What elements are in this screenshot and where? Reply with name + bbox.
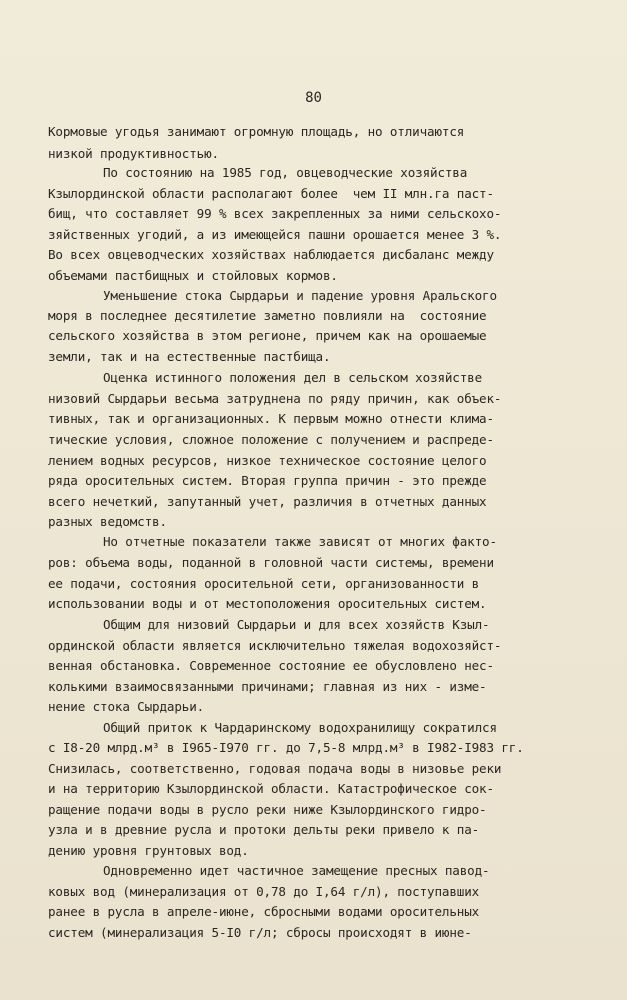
text-line: Кзылординской области располагают более чем II млн.га паст- bbox=[48, 186, 494, 201]
text-line: систем (минерализация 5-I0 г/л; сбросы происходят в июне- bbox=[48, 925, 472, 940]
text-line: ряда оросительных систем. Вторая группа причин - это прежде bbox=[48, 473, 487, 488]
text-line: Уменьшение стока Сырдарьи и падение уровня Аральского bbox=[103, 288, 497, 303]
text-line: узла и в древние русла и протоки дельты реки привело к па- bbox=[48, 822, 480, 837]
text-line: сельского хозяйства в этом регионе, причем как на орошаемые bbox=[48, 328, 487, 343]
text-line: лением водных ресурсов, низкое техническое состояние целого bbox=[48, 453, 487, 468]
text-line: моря в последнее десятилетие заметно повлияли на состояние bbox=[48, 308, 487, 323]
text-line: колькими взаимосвязанными причинами; главная из них - изме- bbox=[48, 679, 487, 694]
text-line: ращение подачи воды в русло реки ниже Кзылординского гидро- bbox=[48, 802, 487, 817]
text-line: Одновременно идет частичное замещение пресных павод- bbox=[103, 863, 490, 878]
text-line: ковых вод (минерализация от 0,78 до I,64 г/л), поступавших bbox=[48, 884, 480, 899]
text-line: всего нечеткий, запутанный учет, различия в отчетных данных bbox=[48, 494, 487, 509]
text-line: Во всех овцеводческих хозяйствах наблюдается дисбаланс между bbox=[48, 247, 494, 262]
text-line: венная обстановка. Современное состояние ее обусловлено нес- bbox=[48, 658, 494, 673]
text-line: объемами пастбищных и стойловых кормов. bbox=[48, 268, 338, 283]
text-line: Снизилась, соответственно, годовая подача воды в низовье реки bbox=[48, 761, 502, 776]
text-line: низовий Сырдарьи весьма затруднена по ряду причин, как объек- bbox=[48, 391, 502, 406]
text-line: бищ, что составляет 99 % всех закрепленных за ними сельскохо- bbox=[48, 206, 502, 221]
text-line: По состоянию на 1985 год, овцеводческие хозяйства bbox=[103, 165, 468, 180]
text-line: ординской области является исключительно тяжелая водохозяйст- bbox=[48, 638, 502, 653]
text-line: и на территорию Кзылординской области. Катастрофическое сок- bbox=[48, 781, 494, 796]
text-line: Общим для низовий Сырдарьи и для всех хозяйств Кзыл- bbox=[103, 617, 490, 632]
text-line: тивных, так и организационных. К первым можно отнести клима- bbox=[48, 411, 494, 426]
text-line: ранее в русла в апреле-июне, сбросными водами оросительных bbox=[48, 904, 480, 919]
text-line: ее подачи, состояния оросительной сети, организованности в bbox=[48, 576, 480, 591]
text-line: Кормовые угодья занимают огромную площадь, но отличаются bbox=[48, 124, 465, 139]
text-line: низкой продуктивностью. bbox=[48, 146, 219, 161]
text-line: зяйственных угодий, а из имеющейся пашни орошается менее 3 %. bbox=[48, 227, 502, 242]
text-line: нение стока Сырдарьи. bbox=[48, 699, 205, 714]
text-line: Но отчетные показатели также зависят от многих факто- bbox=[103, 534, 497, 549]
text-line: Оценка истинного положения дел в сельском хозяйстве bbox=[103, 370, 483, 385]
text-line: использовании воды и от местоположения оросительных систем. bbox=[48, 596, 487, 611]
text-line: тические условия, сложное положение с получением и распреде- bbox=[48, 432, 494, 447]
text-line: ров: объема воды, поданной в головной части системы, времени bbox=[48, 555, 494, 570]
text-line: разных ведомств. bbox=[48, 514, 167, 529]
text-line: с I8-20 млрд.м³ в I965-I970 гг. до 7,5-8 млрд.м³ в I982-I983 гг. bbox=[48, 740, 524, 755]
text-line: земли, так и на естественные пастбища. bbox=[48, 349, 331, 364]
text-line: Общий приток к Чардаринскому водохранилищу сократился bbox=[103, 720, 497, 735]
text-line: дению уровня грунтовых вод. bbox=[48, 843, 249, 858]
page-number: 80 bbox=[305, 90, 322, 106]
